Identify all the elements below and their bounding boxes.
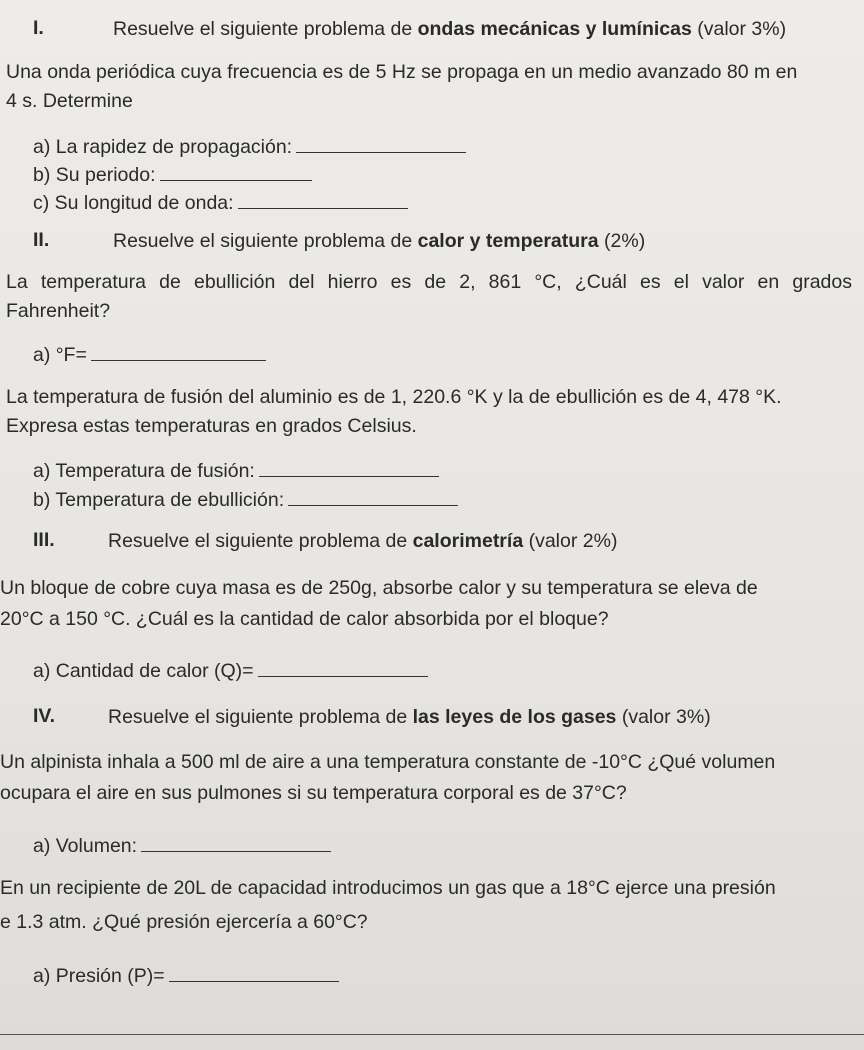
section-1-paragraph-line-2: 4 s. Determine [6,90,133,112]
section-2-number: II. [33,229,50,251]
section-3-heading [108,529,617,553]
section-3-heading-text: Resuelve el siguiente problema de [108,530,413,552]
section-1-heading-topic: ondas mecánicas y lumínicas [417,18,692,40]
section-3-number: III. [33,529,55,551]
question-3a [33,658,428,683]
answer-blank-4b[interactable] [169,963,339,982]
answer-blank-4a[interactable] [141,833,331,852]
section-2-paragraph-line-1: La temperatura de ebullición del hierro es de 2, 861 °C, ¿Cuál es el valor en grados [6,271,852,293]
section-4-paragraph-line-4: e 1.3 atm. ¿Qué presión ejercería a 60°C? [0,911,368,933]
section-4-heading-topic: las leyes de los gases [412,706,617,728]
question-2a-label: a) °F= [33,344,87,366]
question-2a [33,342,266,367]
answer-blank-1a[interactable] [296,134,466,153]
question-2b [33,458,439,483]
question-2c [33,487,458,512]
section-4-number: IV. [33,705,56,727]
question-4a [33,833,331,858]
question-2c-label: b) Temperatura de ebullición: [33,489,285,511]
page-bottom-rule [0,1034,864,1035]
question-1c [33,190,408,215]
answer-blank-3a[interactable] [258,658,428,677]
question-4b [33,963,339,988]
answer-blank-2a[interactable] [91,342,266,361]
question-2b-label: a) Temperatura de fusión: [33,460,255,482]
section-4-paragraph-line-1: Un alpinista inhala a 500 ml de aire a una temperatura constante de -10°C ¿Qué volumen [0,751,776,773]
section-4-heading-value: (valor 3%) [616,706,711,728]
section-1-heading-value: (valor 3%) [691,18,787,40]
section-2-paragraph-line-4: Expresa estas temperaturas en grados Celsius. [6,415,417,437]
question-4b-label: a) Presión (P)= [33,965,165,987]
section-4-paragraph-line-2: ocupara el aire en sus pulmones si su temperatura corporal es de 37°C? [0,782,627,804]
question-1a-label: a) La rapidez de propagación: [33,136,293,158]
section-3-paragraph-line-1: Un bloque de cobre cuya masa es de 250g, absorbe calor y su temperatura se eleva de [0,577,758,599]
section-1-heading [113,17,786,41]
section-4-heading [108,705,711,729]
section-3-paragraph-line-2: 20°C a 150 °C. ¿Cuál es la cantidad de calor absorbida por el bloque? [0,608,609,630]
section-2-heading-topic: calor y temperatura [417,230,599,252]
section-4-paragraph-line-3: En un recipiente de 20L de capacidad introducimos un gas que a 18°C ejerce una presión [0,877,776,899]
question-3a-label: a) Cantidad de calor (Q)= [33,660,254,682]
section-2-paragraph-line-2: Fahrenheit? [6,300,111,322]
section-2-heading-value: (2%) [598,230,646,252]
question-1b [33,162,312,187]
section-3-heading-value: (valor 2%) [523,530,618,552]
section-1-number: I. [33,17,44,39]
section-2-paragraph-line-3: La temperatura de fusión del aluminio es de 1, 220.6 °K y la de ebullición es de 4, 478 °K. [6,386,782,408]
question-4a-label: a) Volumen: [33,835,138,857]
question-1c-label: c) Su longitud de onda: [33,192,234,214]
question-1b-label: b) Su periodo: [33,164,156,186]
section-3-heading-topic: calorimetría [412,530,524,552]
answer-blank-2b[interactable] [259,458,439,477]
answer-blank-2c[interactable] [288,487,458,506]
answer-blank-1b[interactable] [160,162,312,181]
section-1-heading-text: Resuelve el siguiente problema de [113,18,418,40]
section-1-paragraph-line-1: Una onda periódica cuya frecuencia es de 5 Hz se propaga en un medio avanzado 80 m en [6,61,798,83]
question-1a [33,134,466,159]
section-4-heading-text: Resuelve el siguiente problema de [108,706,413,728]
section-2-heading [113,229,645,253]
section-2-heading-text: Resuelve el siguiente problema de [113,230,418,252]
answer-blank-1c[interactable] [238,190,408,209]
